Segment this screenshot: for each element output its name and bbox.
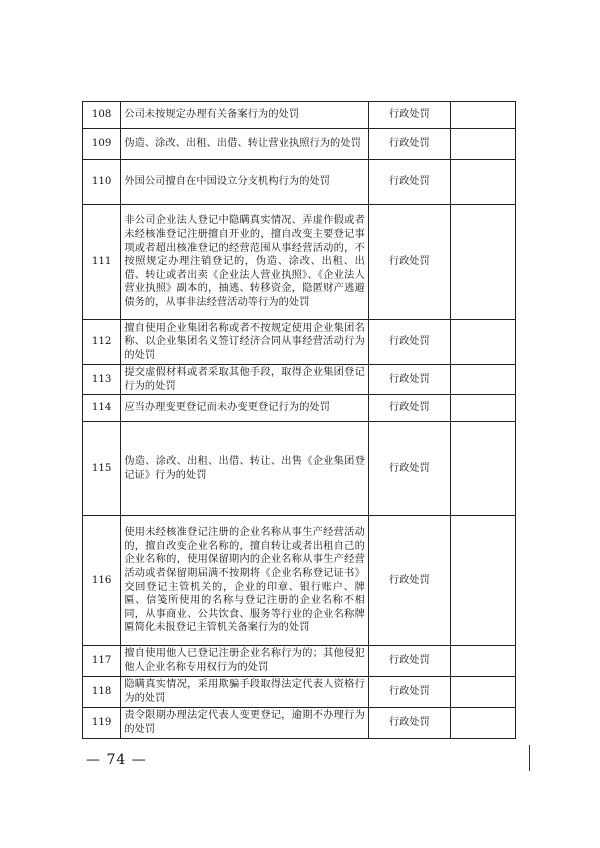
row-remarks bbox=[450, 395, 515, 422]
row-number: 113 bbox=[83, 365, 121, 395]
row-remarks bbox=[450, 708, 515, 739]
table-row bbox=[83, 422, 516, 516]
row-type: 行政处罚 bbox=[368, 320, 450, 365]
table-row bbox=[83, 160, 516, 205]
row-type: 行政处罚 bbox=[368, 646, 450, 677]
row-remarks bbox=[450, 365, 515, 395]
row-remarks bbox=[450, 677, 515, 708]
row-remarks bbox=[450, 205, 515, 320]
row-item-name: 使用未经核准登记注册的企业名称从事生产经营活动的，擅自改变企业名称的，擅自转让或者出租自己的企业名称的，使用保留期内的企业名称从事生产经营活动或者保留期届满不按期将《企业名称登记证书》交回登记主管机关的，企业的印章、银行账户、牌匾、信笺所使用的名称与登记注册的企业名称不相同，从事商业、公共饮食、服务等行业的企业名称牌匾简化未报登记主管机关备案行为的处罚 bbox=[121, 516, 369, 646]
row-type: 行政处罚 bbox=[368, 205, 450, 320]
row-type: 行政处罚 bbox=[368, 160, 450, 205]
row-item-name: 公司未按规定办理有关备案行为的处罚 bbox=[121, 102, 369, 129]
row-item-name: 隐瞒真实情况，采用欺骗手段取得法定代表人资格行为的处罚 bbox=[121, 677, 369, 708]
table-row bbox=[83, 646, 516, 677]
row-type: 行政处罚 bbox=[368, 129, 450, 160]
row-number: 109 bbox=[83, 129, 121, 160]
row-item-name: 擅自使用他人已登记注册企业名称行为的；其他侵犯他人企业名称专用权行为的处罚 bbox=[121, 646, 369, 677]
row-type: 行政处罚 bbox=[368, 365, 450, 395]
row-number: 110 bbox=[83, 160, 121, 205]
row-type: 行政处罚 bbox=[368, 395, 450, 422]
table-row bbox=[83, 395, 516, 422]
row-item-name: 非公司企业法人登记中隐瞒真实情况、弄虚作假或者未经核准登记注册擅自开业的，擅自改变主要登记事项或者超出核准登记的经营范围从事经营活动的，不按照规定办理注销登记的，伪造、涂改、出租、出借、转让或者出卖《企业法人营业执照》、《企业法人营业执照》副本的，抽逃、转移资金，隐匿财产逃避债务的，从事非法经营活动等行为的处罚 bbox=[121, 205, 369, 320]
table-row bbox=[83, 320, 516, 365]
table-row bbox=[83, 205, 516, 320]
row-item-name: 责令限期办理法定代表人变更登记，逾期不办理行为的处罚 bbox=[121, 708, 369, 739]
row-type: 行政处罚 bbox=[368, 677, 450, 708]
row-item-name: 提交虚假材料或者采取其他手段，取得企业集团登记行为的处罚 bbox=[121, 365, 369, 395]
row-number: 112 bbox=[83, 320, 121, 365]
row-item-name: 伪造、涂改、出租、出借、转让营业执照行为的处罚 bbox=[121, 129, 369, 160]
page-number: — 74 — bbox=[86, 752, 147, 768]
row-number: 115 bbox=[83, 422, 121, 516]
row-type: 行政处罚 bbox=[368, 422, 450, 516]
row-remarks bbox=[450, 320, 515, 365]
row-item-name: 伪造、涂改、出租、出借、转让、出售《企业集团登记证》行为的处罚 bbox=[121, 422, 369, 516]
row-item-name: 应当办理变更登记而未办变更登记行为的处罚 bbox=[121, 395, 369, 422]
row-remarks bbox=[450, 129, 515, 160]
margin-rule bbox=[529, 745, 530, 771]
row-type: 行政处罚 bbox=[368, 102, 450, 129]
row-type: 行政处罚 bbox=[368, 516, 450, 646]
row-type: 行政处罚 bbox=[368, 708, 450, 739]
row-number: 111 bbox=[83, 205, 121, 320]
row-remarks bbox=[450, 422, 515, 516]
table-row bbox=[83, 129, 516, 160]
row-remarks bbox=[450, 516, 515, 646]
table-row bbox=[83, 365, 516, 395]
row-number: 108 bbox=[83, 102, 121, 129]
table-row bbox=[83, 708, 516, 739]
row-remarks bbox=[450, 102, 515, 129]
row-number: 116 bbox=[83, 516, 121, 646]
row-number: 118 bbox=[83, 677, 121, 708]
table-row bbox=[83, 677, 516, 708]
row-number: 114 bbox=[83, 395, 121, 422]
table-row bbox=[83, 516, 516, 646]
row-number: 119 bbox=[83, 708, 121, 739]
table-row bbox=[83, 102, 516, 129]
row-item-name: 擅自使用企业集团名称或者不按规定使用企业集团名称、以企业集团名义签订经济合同从事经营活动行为的处罚 bbox=[121, 320, 369, 365]
row-item-name: 外国公司擅自在中国设立分支机构行为的处罚 bbox=[121, 160, 369, 205]
row-number: 117 bbox=[83, 646, 121, 677]
row-remarks bbox=[450, 160, 515, 205]
row-remarks bbox=[450, 646, 515, 677]
document-table bbox=[82, 101, 516, 739]
